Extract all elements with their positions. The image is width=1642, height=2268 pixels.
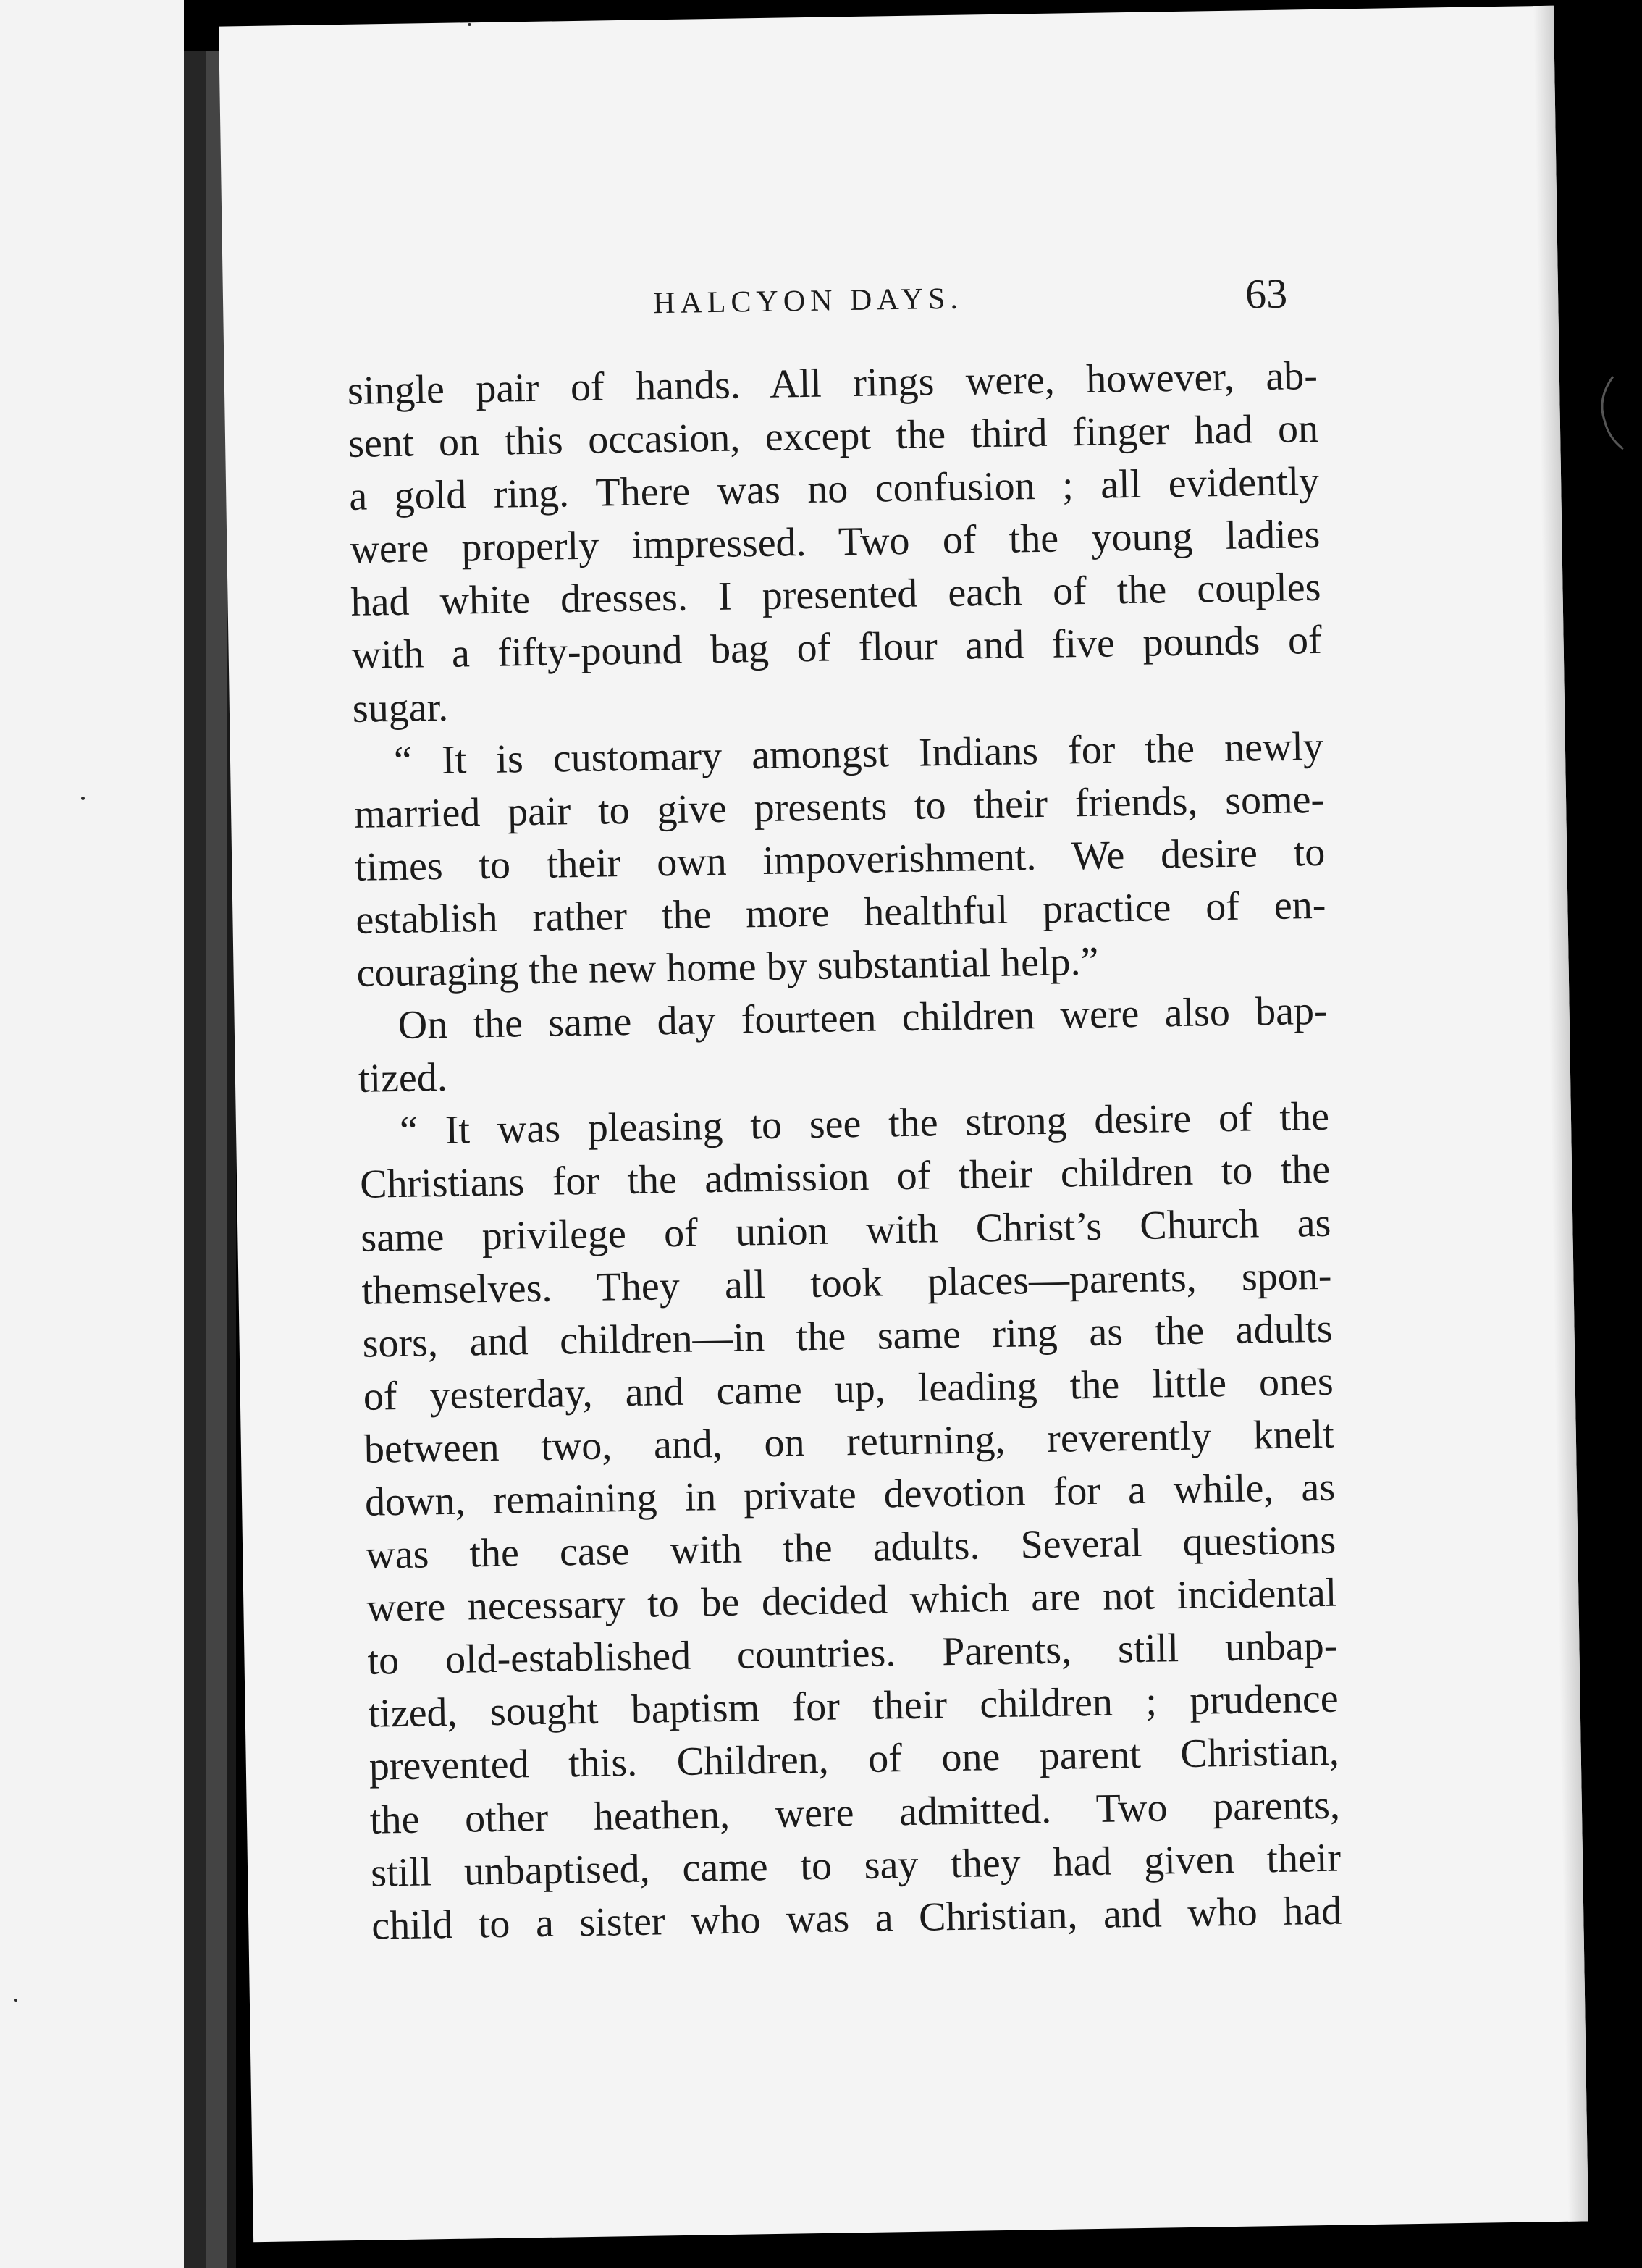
text-line: same privilege of union with Christ’s Church as — [360, 1200, 1331, 1261]
text-line: tized, sought baptism for their children ; prudence — [368, 1676, 1339, 1737]
text-line: Christians for the admission of their children to the — [359, 1147, 1331, 1208]
text-line: married pair to give presents to their friends, some- — [353, 776, 1325, 837]
text-line: prevented this. Children, of one parent Christian, — [369, 1729, 1340, 1790]
text-line: child to a sister who was a Christian, and who had — [371, 1888, 1342, 1949]
facing-page — [0, 0, 184, 2268]
dust-speck — [468, 23, 471, 26]
text-line: with a fifty-pound bag of flour and five pounds of — [351, 618, 1323, 679]
dust-speck — [14, 1999, 17, 2002]
text-line: On the same day fourteen children were also bap- — [397, 988, 1329, 1049]
text-line: sugar. — [352, 684, 449, 731]
book-page — [219, 6, 1588, 2243]
dust-speck — [81, 797, 85, 800]
text-line: to old-established countries. Parents, still unbap- — [367, 1623, 1338, 1684]
text-line: was the case with the adults. Several questions — [365, 1517, 1336, 1578]
running-header — [223, 265, 1559, 351]
text-line: sors, and children—in the same ring as the adults — [362, 1306, 1333, 1366]
text-line: the other heathen, were admitted. Two parents, — [369, 1782, 1341, 1843]
text-line: down, remaining in private devotion for a while, as — [364, 1464, 1336, 1525]
text-line: “ It was pleasing to see the strong desire of the — [399, 1094, 1330, 1154]
text-line: were properly impressed. Two of the young ladies — [349, 512, 1321, 573]
text-line: had white dresses. I presented each of the couples — [350, 565, 1321, 626]
margin-mark — [1591, 369, 1628, 456]
text-line: between two, and, on returning, reverently knelt — [363, 1411, 1335, 1472]
text-line: sent on this occasion, except the third finger had on — [348, 406, 1319, 467]
body-text — [347, 350, 1342, 1953]
running-title: HALCYON DAYS. — [652, 282, 964, 321]
text-line: tized. — [358, 1055, 448, 1102]
text-line: still unbaptised, came to say they had given their — [370, 1835, 1342, 1896]
page-number: 63 — [1245, 269, 1288, 318]
text-line: themselves. They all took places—parents, spon- — [361, 1253, 1332, 1314]
text-line: “ It is customary amongst Indians for the newly — [393, 723, 1324, 784]
text-line: were necessary to be decided which are not incidental — [366, 1570, 1337, 1631]
text-line: single pair of hands. All rings were, however, ab- — [347, 353, 1318, 413]
book-gutter — [184, 51, 206, 2268]
page-right-shadow — [1533, 6, 1588, 2222]
text-line: a gold ring. There was no confusion ; all evidently — [348, 459, 1320, 520]
text-line: establish rather the more healthful practice of en- — [355, 882, 1326, 943]
text-line: of yesterday, and came up, leading the little ones — [363, 1358, 1334, 1419]
text-line: times to their own impoverishment. We desire to — [354, 829, 1326, 890]
text-line: couraging the new home by substantial help.” — [356, 938, 1099, 996]
